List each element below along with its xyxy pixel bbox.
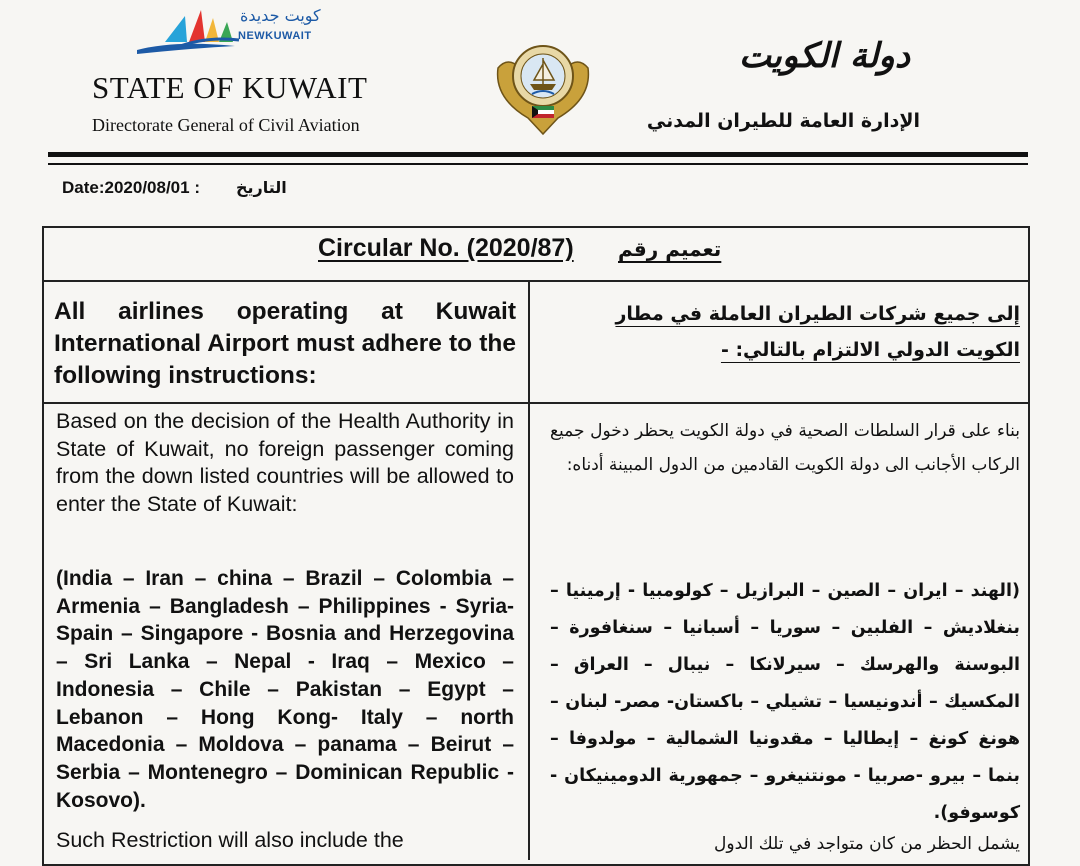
newkuwait-en: NEWKUWAIT bbox=[238, 30, 312, 42]
title-ar: دولة الكويت bbox=[739, 36, 910, 76]
subtitle-en: Directorate General of Civil Aviation bbox=[92, 115, 360, 135]
table-column-divider bbox=[528, 280, 530, 860]
circular-number-ar: تعميم رقم bbox=[618, 237, 722, 261]
table-row-divider bbox=[42, 402, 1030, 404]
airlines-instruction-en: All airlines operating at Kuwait International Airport must adhere to the following instructions: bbox=[54, 298, 516, 389]
decision-text-ar: بناء على قرار السلطات الصحية في دولة الكويت يحظر دخول جميع الركاب الأجانب الى دولة الكويت القادمين من الدول المبينة أدناه: bbox=[550, 421, 1020, 475]
decision-text-en: Based on the decision of the Health Authority in State of Kuwait, no foreign passenger coming from the down listed countries will be allowed to enter the State of Kuwait: bbox=[56, 409, 514, 516]
header-rule-thin bbox=[48, 163, 1028, 165]
header-rule-thick bbox=[48, 152, 1028, 157]
newkuwait-ar: كويت جديدة bbox=[240, 6, 321, 25]
airlines-instruction-ar: إلى جميع شركات الطيران العاملة في مطار الكويت الدولي الالتزام بالتالي: - bbox=[615, 303, 1020, 361]
subtitle-ar: الإدارة العامة للطيران المدني bbox=[646, 110, 920, 132]
countries-list-en: (India – Iran – china – Brazil – Colombia – Armenia – Bangladesh – Philippines - Syria-Spain – Singapore - Bosnia and Herzegovina – Sri Lanka – Nepal - Iraq – Mexico – Indonesia – Chile – Pakistan – Egypt – Lebanon – Hong Kong- Italy – north Macedonia – Moldova – panama – Beirut – Serbia – Montenegro – Dominican Republic - Kosovo). bbox=[56, 567, 514, 812]
date-ar: التاريخ bbox=[236, 178, 287, 197]
circular-number-en: Circular No. (2020/87) bbox=[318, 234, 574, 262]
restriction-text-en: Such Restriction will also include the bbox=[56, 828, 404, 852]
title-en: STATE OF KUWAIT bbox=[92, 70, 368, 105]
date-en: Date:2020/08/01 : bbox=[62, 178, 200, 197]
countries-list-ar: (الهند – ايران – الصين – البرازيل – كولومبيا - إرمينيا – بنغلاديش – الفلبين – سوريا – أسبانيا – سنغافورة – البوسنة والهرسك – سيرلانكا – نيبال – العراق – المكسيك – أندونيسيا – تشيلي – باكستان- مصر- لبنان – هونغ كونغ – إيطاليا – مقدونيا الشمالية – مولدوفا – بنما – بيرو -صربيا - مونتنيغرو – جمهورية الدومينيكان - كوسوفو). bbox=[550, 581, 1020, 823]
kuwait-emblem-icon bbox=[488, 28, 598, 140]
table-row-divider bbox=[42, 280, 1030, 282]
restriction-text-ar: يشمل الحظر من كان متواجد في تلك الدول bbox=[714, 834, 1020, 854]
